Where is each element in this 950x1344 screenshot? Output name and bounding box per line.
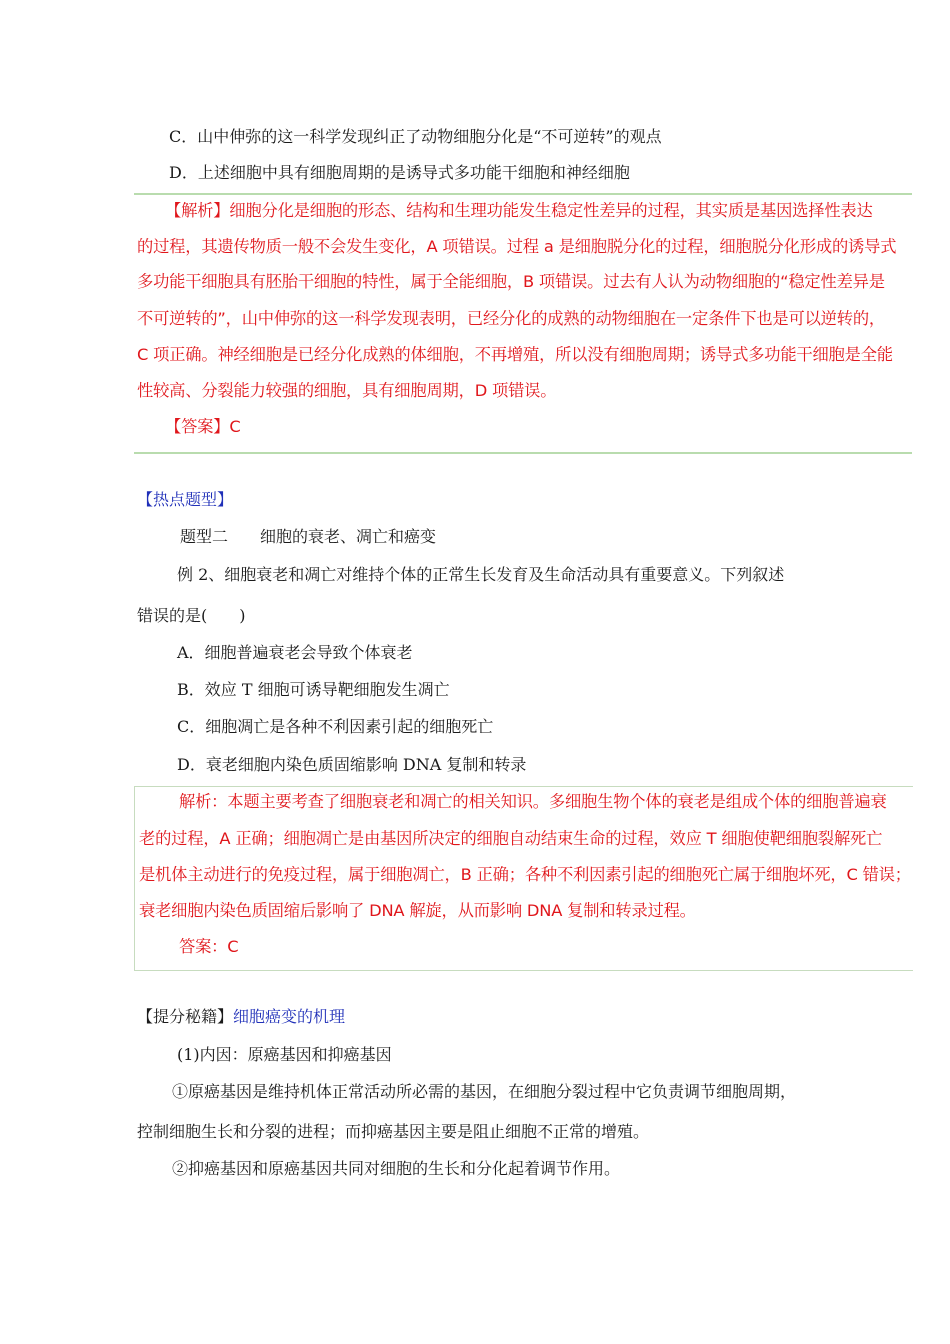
analysis2-box-top — [134, 786, 913, 787]
analysis1-line: C 项正确。神经细胞是已经分化成熟的体细胞，不再增殖，所以没有细胞周期；诱导式多功能干细胞是全能 — [137, 345, 893, 364]
analysis2-box-bottom — [134, 970, 913, 971]
analysis2-box-left — [134, 786, 135, 971]
option-a: A．细胞普遍衰老会导致个体衰老 — [177, 643, 413, 662]
analysis1-line: 不可逆转的”，山中伸弥的这一科学发现表明，已经分化的成熟的动物细胞在一定条件下也是可以逆转的， — [137, 309, 885, 328]
tip-line: ①原癌基因是维持机体正常活动所必需的基因，在细胞分裂过程中它负责调节细胞周期， — [172, 1082, 797, 1101]
option-c-q1: C．山中伸弥的这一科学发现纠正了动物细胞分化是“不可逆转”的观点 — [169, 127, 662, 146]
analysis2-line: 解析：本题主要考查了细胞衰老和凋亡的相关知识。多细胞生物个体的衰老是组成个体的细胞普遍衰 — [179, 792, 887, 811]
tip-header: 【提分秘籍】 — [137, 1007, 234, 1026]
tip-heading — [137, 1007, 345, 1027]
hot-topic-header: 【热点题型】 — [137, 490, 234, 509]
analysis1-line: 的过程，其遗传物质一般不会发生变化，A 项错误。过程 a 是细胞脱分化的过程，细胞脱分化形成的诱导式 — [137, 237, 897, 256]
analysis2-answer: 答案：C — [179, 937, 239, 956]
analysis1-line: 性较高、分裂能力较强的细胞，具有细胞周期，D 项错误。 — [137, 381, 557, 400]
tip-line: 控制细胞生长和分裂的进程；而抑癌基因主要是阻止细胞不正常的增殖。 — [137, 1122, 650, 1141]
analysis1-answer: 【答案】C — [165, 417, 241, 436]
tip-title: 细胞癌变的机理 — [233, 1007, 346, 1026]
example-question-cont: 错误的是( ) — [137, 606, 246, 625]
tip-line: (1)内因：原癌基因和抑癌基因 — [177, 1045, 392, 1064]
analysis1-line: 【解析】细胞分化是细胞的形态、结构和生理功能发生稳定性差异的过程，其实质是基因选择性表达 — [165, 201, 873, 220]
analysis2-line: 老的过程，A 正确；细胞凋亡是由基因所决定的细胞自动结束生命的过程，效应 T 细胞使靶细胞裂解死亡 — [139, 829, 883, 848]
example-question: 例 2、细胞衰老和凋亡对维持个体的正常生长发育及生命活动具有重要意义。下列叙述 — [177, 565, 785, 584]
option-c: C．细胞凋亡是各种不利因素引起的细胞死亡 — [177, 717, 494, 736]
option-b: B．效应 T 细胞可诱导靶细胞发生凋亡 — [177, 680, 450, 699]
tip-line: ②抑癌基因和原癌基因共同对细胞的生长和分化起着调节作用。 — [172, 1159, 621, 1178]
analysis1-top-rule — [134, 193, 912, 195]
option-d-q1: D．上述细胞中具有细胞周期的是诱导式多功能干细胞和神经细胞 — [169, 163, 630, 182]
hot-topic-title: 题型二 细胞的衰老、凋亡和癌变 — [180, 527, 437, 546]
analysis2-line: 是机体主动进行的免疫过程，属于细胞凋亡，B 正确；各种不利因素引起的细胞死亡属于细胞坏死，C 错误； — [139, 865, 911, 884]
option-d: D．衰老细胞内染色质固缩影响 DNA 复制和转录 — [177, 755, 527, 774]
analysis1-line: 多功能干细胞具有胚胎干细胞的特性，属于全能细胞，B 项错误。过去有人认为动物细胞的“稳定性差异是 — [137, 272, 885, 291]
analysis2-line: 衰老细胞内染色质固缩后影响了 DNA 解旋，从而影响 DNA 复制和转录过程。 — [139, 901, 696, 920]
analysis1-bottom-rule — [134, 452, 912, 454]
